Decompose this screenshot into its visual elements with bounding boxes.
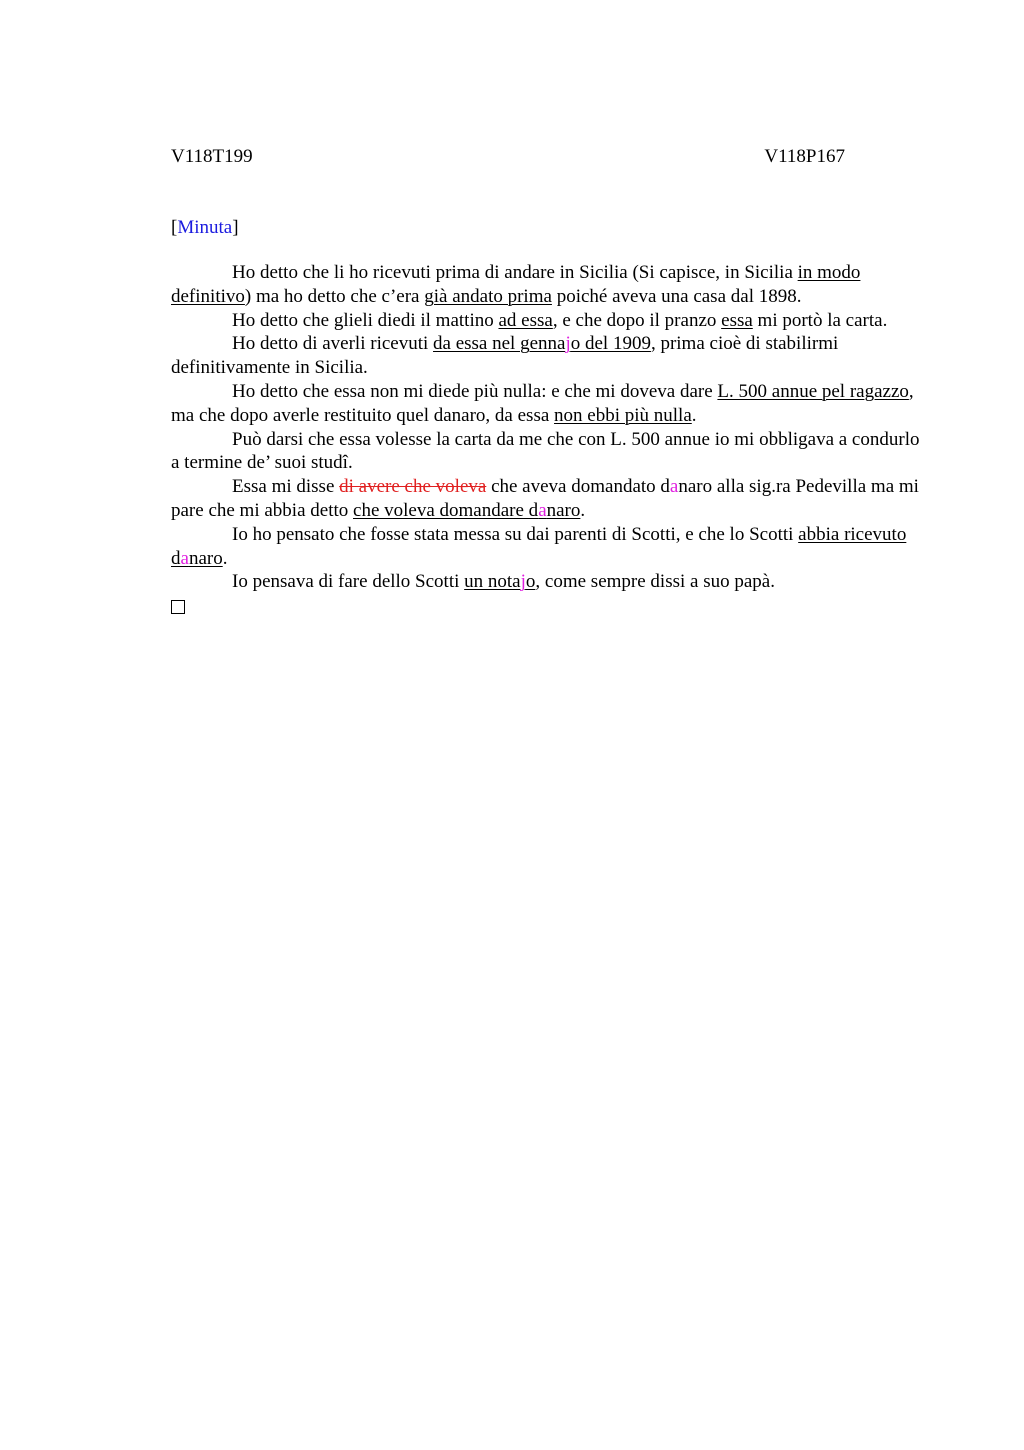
document-header bbox=[171, 146, 845, 172]
text-run: da essa nel genna bbox=[433, 333, 566, 355]
text-run: naro bbox=[188, 547, 223, 569]
text-run: Ho detto che li ho ricevuti prima di andare in Sicilia (Si capisce, in Sicilia bbox=[232, 262, 798, 283]
left-document-code: V118T199 bbox=[171, 146, 253, 167]
text-run: un nota bbox=[464, 571, 521, 593]
underlined-text bbox=[464, 571, 535, 592]
underlined-text bbox=[353, 500, 580, 521]
text-run: Ho detto di averli ricevuti bbox=[232, 333, 434, 355]
minuta-label bbox=[171, 217, 239, 239]
text-run: naro alla sig.ra Pedevilla ma mi pare che mi abbia detto bbox=[171, 476, 919, 521]
inserted-letter: a bbox=[180, 547, 189, 569]
inserted-letter: a bbox=[669, 476, 679, 498]
text-run: , come sempre dissi a suo papà. bbox=[535, 571, 775, 593]
text-run: , ma che dopo averle restituito quel danaro, da essa bbox=[171, 380, 914, 426]
paragraph-2 bbox=[171, 309, 923, 333]
paragraph-6 bbox=[171, 475, 923, 523]
text-run: , e che dopo il pranzo bbox=[552, 309, 722, 331]
text-run: ) ma ho detto che c’era bbox=[244, 285, 425, 307]
text-run: , prima cioè di stabilirmi definitivamente in Sicilia. bbox=[171, 333, 839, 379]
text-run: che aveva domandato d bbox=[486, 476, 670, 498]
text-run: Io ho pensato che fosse stata messa su dai parenti di Scotti, e che lo Scotti bbox=[232, 523, 799, 545]
text-run: abbia ricevuto d bbox=[171, 523, 907, 569]
paragraph-4 bbox=[171, 380, 923, 428]
text-run: Essa mi disse bbox=[232, 476, 340, 498]
underlined-text bbox=[433, 333, 651, 354]
text-run: Io pensava di fare dello Scotti bbox=[232, 571, 465, 593]
underlined-text: non ebbi più nulla bbox=[554, 404, 692, 426]
underlined-text: in modo definitivo bbox=[171, 262, 861, 307]
deleted-text: di avere che voleva bbox=[339, 476, 487, 498]
inserted-letter: a bbox=[538, 499, 547, 521]
text-run: naro bbox=[546, 499, 581, 521]
close-bracket: ] bbox=[232, 217, 239, 238]
inserted-letter: j bbox=[520, 571, 526, 593]
right-document-code: V118P167 bbox=[764, 146, 845, 167]
end-of-document-box-icon bbox=[171, 594, 923, 621]
paragraph-1 bbox=[171, 261, 923, 309]
open-bracket: [ bbox=[171, 217, 178, 238]
paragraph-7 bbox=[171, 523, 923, 571]
document-body bbox=[171, 261, 923, 621]
text-run: poiché aveva una casa dal 1898. bbox=[551, 285, 802, 307]
text-run: Ho detto che essa non mi diede più nulla: e che mi doveva dare bbox=[232, 380, 718, 402]
underlined-text: già andato prima bbox=[424, 285, 552, 307]
inserted-letter: j bbox=[565, 333, 571, 355]
underlined-text: essa bbox=[721, 309, 753, 331]
paragraph-3 bbox=[171, 332, 923, 380]
underlined-text: ad essa bbox=[498, 309, 553, 331]
minuta-text: Minuta bbox=[177, 217, 233, 238]
text-run: o bbox=[525, 571, 536, 593]
text-run: . bbox=[580, 499, 586, 521]
text-run: . bbox=[222, 547, 228, 569]
underlined-text: L. 500 annue pel ragazzo bbox=[717, 380, 909, 402]
paragraph-8 bbox=[171, 570, 923, 594]
text-run: . bbox=[691, 404, 697, 426]
text-run: mi portò la carta. bbox=[752, 309, 888, 331]
text-run: che voleva domandare d bbox=[353, 499, 539, 521]
paragraph-5 bbox=[171, 428, 923, 476]
text-run: Ho detto che glieli diedi il mattino bbox=[232, 309, 499, 331]
text-run: Può darsi che essa volesse la carta da me che con L. 500 annue io mi obbligava a condurlo a termine de’ suoi studî. bbox=[171, 428, 920, 474]
text-run: o del 1909 bbox=[570, 333, 651, 355]
